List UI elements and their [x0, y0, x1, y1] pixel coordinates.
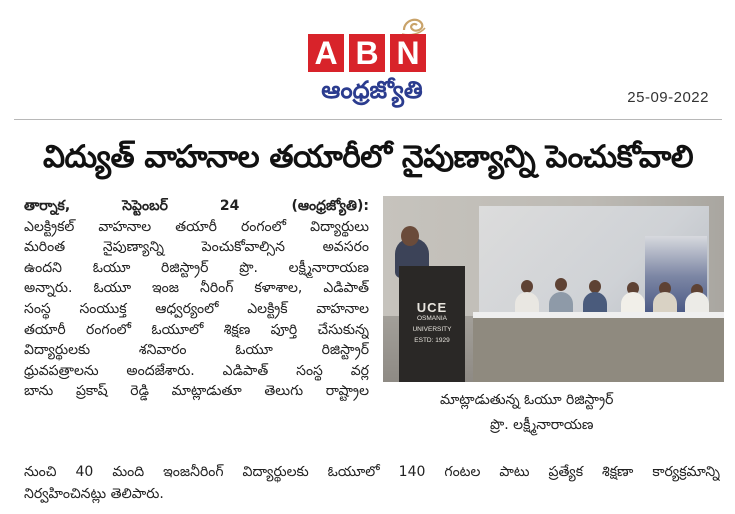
article-line: మరింత నైపుణ్యాన్ని పెంచుకోవాల్సిన అవసరం	[24, 239, 369, 256]
masthead	[0, 0, 735, 118]
podium-estd: ESTD: 1929	[414, 337, 450, 344]
article-line: విద్యార్థులకు శనివారం ఓయూ రిజిస్ట్రార్	[24, 342, 369, 359]
photo-guest-head	[555, 278, 567, 291]
photo-speaker-head	[401, 226, 419, 246]
article-line: ఎలక్ట్రికల్ వాహనాల తయారీ రంగంలో విద్యార్థులు	[24, 218, 369, 235]
abn-letter-n: N	[390, 34, 426, 72]
event-photo	[383, 196, 724, 382]
article-headline: విద్యుత్ వాహనాల తయారీలో నైపుణ్యాన్ని పెంచుకోవాలి	[42, 139, 694, 175]
caption-line: మాట్లాడుతున్న ఓయూ రిజిస్ట్రార్	[440, 392, 614, 408]
abn-letter-a: A	[308, 34, 344, 72]
photo-caption	[440, 388, 690, 438]
article-line: సంస్థ సంయుక్త ఆధ్వర్యంలో ఎలక్ట్రిక్ వాహనాల	[24, 300, 369, 317]
article-wide-line: నుంచి 40 మంది ఇంజనీరింగ్ విద్యార్థులకు ఓయూలో 140 గంటల పాటు ప్రత్యేక శిక్షణా కార్యక్రమాన్ని	[24, 464, 720, 480]
article-line: ఉందని ఓయూ రిజిస్ట్రార్ ప్రొ. లక్ష్మీనారాయణ	[24, 259, 369, 276]
article-dateline: తార్నాక, సెప్టెంబర్ 24 (ఆంధ్రజ్యోతి):	[24, 198, 369, 214]
article-line: అన్నారు. ఓయూ ఇంజ నీరింగ్ కళాశాల, ఎడిపాత్	[24, 280, 369, 297]
article-column	[24, 196, 369, 402]
brand-name: ఆంధ్రజ్యోతి	[321, 76, 423, 104]
podium-sign	[403, 302, 461, 346]
photo-table	[473, 318, 724, 382]
logo-swirl-icon	[400, 14, 426, 36]
abn-letter-b: B	[349, 34, 385, 72]
article-line: తయారీ రంగంలో ఓయూలో శిక్షణ పూర్తి చేసుకున్న	[24, 321, 369, 338]
podium-uce: UCE	[416, 300, 448, 315]
podium-university: OSMANIA UNIVERSITY	[412, 315, 452, 333]
publication-date: 25-09-2022	[627, 89, 709, 106]
article-line: బాను ప్రకాష్ రెడ్డి మాట్లాడుతూ తెలుగు రాష్ట్రాల	[24, 383, 369, 400]
top-divider	[14, 119, 722, 120]
article-line: ధ్రువపత్రాలను అందజేశారు. ఎడిపాత్ సంస్థ వర్ల	[24, 362, 369, 379]
caption-line: ప్రొ. లక్ష్మీనారాయణ	[490, 417, 594, 433]
article-wide-line: నిర్వహించినట్లు తెలిపారు.	[24, 486, 164, 502]
abn-andhrajyothy-logo	[308, 14, 434, 109]
abn-letters	[308, 34, 426, 72]
